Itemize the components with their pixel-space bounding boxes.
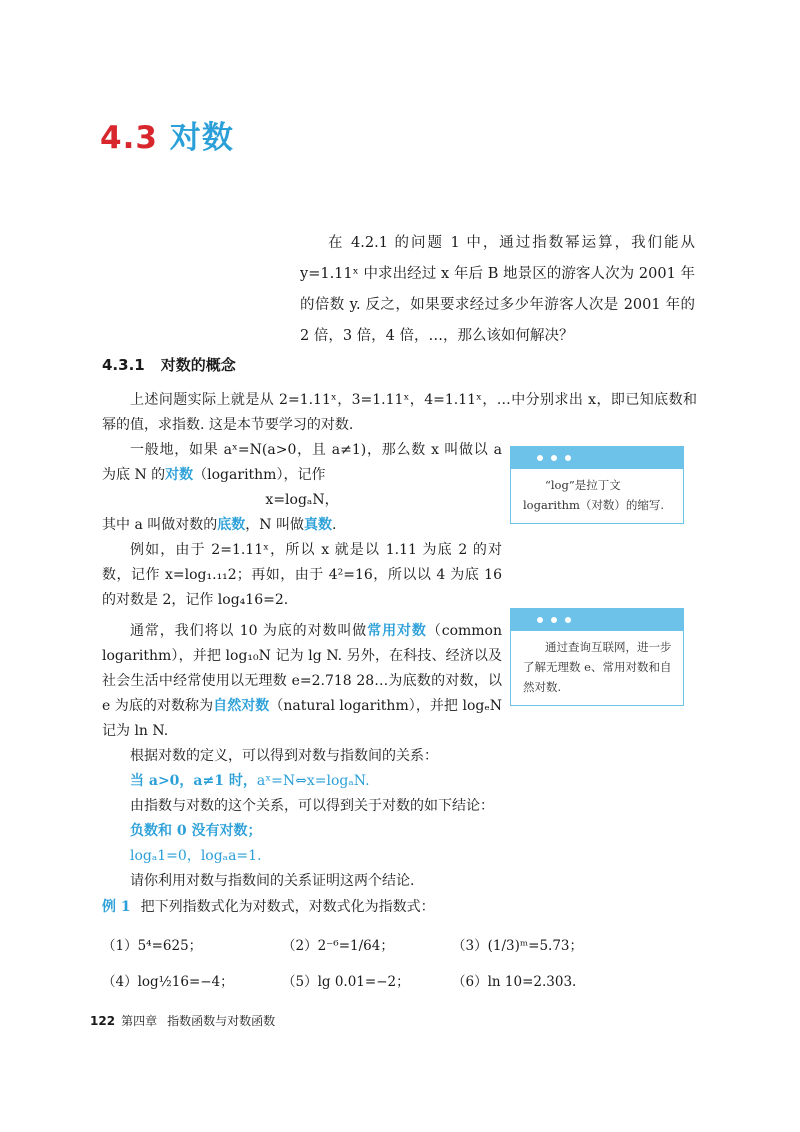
paragraph-definition (102, 438, 502, 488)
note-text: 通过查询互联网，进一步了解无理数 e、常用对数和自然对数. (523, 640, 672, 694)
paragraph-conclusion: 由指数与对数的这个关系，可以得到关于对数的如下结论： (130, 798, 494, 814)
common-text-2: （common logarithm），并把 log₁₀N 记为 lg N. 另外，在科技、经济以及社会生活中经常使用以无理数 e=2.718 28…为底数的对数，以 e 为底的对数称为 (102, 623, 502, 714)
example-heading (102, 896, 435, 916)
chapter-title: 指数函数与对数函数 (167, 1014, 276, 1028)
example-instruction: 把下列指数式化为对数式，对数式化为指数式： (140, 899, 435, 915)
dot-icon (551, 455, 557, 461)
paragraph-common-natural (102, 619, 502, 744)
section-title: 对数 (169, 120, 234, 156)
note-text: “log”是拉丁文 logarithm（对数）的缩写. (523, 478, 665, 512)
example-item: （2）2⁻⁶=1/64； (282, 938, 394, 954)
example-item: （5）lg 0.01=−2； (282, 974, 410, 990)
term-natural-log: 自然对数 (213, 698, 270, 714)
intro-paragraph: 在 4.2.1 的问题 1 中，通过指数幂运算，我们能从 y=1.11ˣ 中求出经过 x 年后 B 地景区的游客人次为 2001 年的倍数 y. 反之，如果要求经过多少年游客人次是 2001 年的 2 倍，3 倍，4 倍，…，那么该如何解决？ (300, 235, 695, 344)
section-number: 4.3 (100, 120, 158, 156)
relation-condition: 当 a>0，a≠1 时， (130, 773, 257, 789)
paragraph-relation: 根据对数的定义，可以得到对数与指数间的关系： (130, 748, 438, 764)
definition-block (102, 438, 502, 744)
conclusion-2: logₐ1=0，logₐa=1. (130, 848, 262, 864)
term-common-log: 常用对数 (367, 623, 427, 639)
example-item: （1）5⁴=625； (102, 938, 203, 954)
terms-text-3: . (331, 517, 337, 533)
dot-icon (565, 617, 571, 623)
dot-icon (537, 617, 543, 623)
terms-text-2: ，N 叫做 (245, 517, 304, 533)
formula-definition: x=logₐN， (265, 492, 339, 508)
example-label: 例 1 (102, 899, 131, 915)
paragraph-terms (102, 513, 502, 538)
subsection-title: 对数的概念 (160, 356, 236, 374)
relation-statement (102, 769, 697, 794)
paragraph-1: 上述问题实际上就是从 2=1.11ˣ，3=1.11ˣ，4=1.11ˣ，…中分别求出 x，即已知底数和幂的值，求指数. 这是本节要学习的对数. (102, 392, 697, 433)
example-item: （3）(1/3)ᵐ=5.73； (452, 938, 583, 954)
margin-note-e (510, 608, 684, 706)
paragraph-prove: 请你利用对数与指数间的关系证明这两个结论. (130, 873, 415, 889)
paragraph-examples: 例如，由于 2=1.11ˣ，所以 x 就是以 1.11 为底 2 的对数，记作 x=log₁.₁₁2；再如，由于 4²=16，所以以 4 为底 16 的对数是 2，记作 log₄16=2. (102, 542, 502, 608)
dot-icon (565, 455, 571, 461)
term-base: 底数 (217, 517, 246, 533)
chapter-label: 第四章 (121, 1014, 158, 1028)
common-text-3: （natural logarithm），并把 logₑN 记为 ln N. (102, 698, 503, 739)
definition-text: 一般地，如果 aˣ=N(a>0，且 a≠1)，那么数 x 叫做以 a 为底 N 的 (102, 442, 502, 483)
definition-text-2: （logarithm），记作 (193, 467, 326, 483)
conclusion-1: 负数和 0 没有对数； (130, 823, 262, 839)
dot-icon (551, 617, 557, 623)
dot-icon (537, 455, 543, 461)
terms-text: 其中 a 叫做对数的 (102, 517, 218, 533)
term-argument: 真数 (303, 517, 332, 533)
margin-note-log (510, 446, 684, 524)
common-text: 通常，我们将以 10 为底的对数叫做 (130, 623, 368, 639)
page-title (100, 112, 234, 157)
note-header (511, 447, 683, 469)
term-logarithm: 对数 (165, 467, 194, 483)
example-item: （6）ln 10=2.303. (452, 974, 577, 990)
note-header (511, 609, 683, 631)
page-footer (90, 1012, 275, 1029)
page-number: 122 (90, 1014, 116, 1028)
relation-formula: aˣ=N⇔x=logₐN. (256, 773, 370, 789)
subsection-heading (102, 354, 236, 375)
example-item: （4）log½16=−4； (102, 974, 234, 990)
subsection-number: 4.3.1 (102, 356, 145, 374)
